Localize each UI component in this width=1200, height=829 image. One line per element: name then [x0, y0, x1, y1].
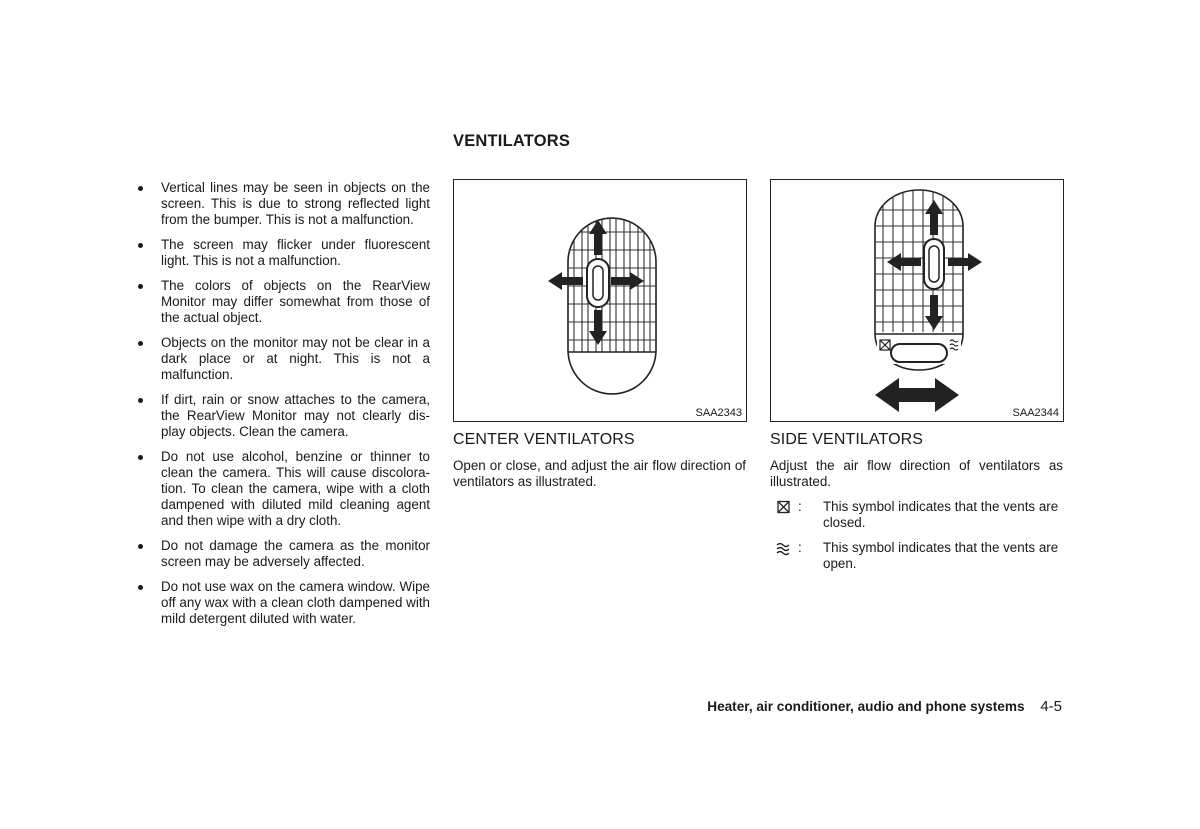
list-item — [136, 579, 430, 627]
vent-open-icon — [776, 541, 792, 556]
list-item — [136, 335, 430, 383]
center-ventilators-text: Open or close, and adjust the air flow direction of ventilators as illustrated. — [453, 458, 746, 489]
list-item — [136, 392, 430, 440]
center-ventilators-title: CENTER VENTILATORS — [453, 431, 635, 448]
bullet-icon — [138, 284, 143, 289]
section-heading: VENTILATORS — [453, 132, 571, 150]
center-ventilator-figure — [453, 179, 747, 422]
bullet-text: Objects on the monitor may not be clear in a dark place or at night. This is not a malfunction. — [161, 335, 430, 382]
left-column — [136, 180, 430, 636]
bullet-icon — [138, 341, 143, 346]
bullet-icon — [138, 243, 143, 248]
bullet-icon — [138, 585, 143, 590]
figure-code: SAA2343 — [695, 407, 742, 419]
bullet-text: Do not use alcohol, benzine or thinner to clean the camera. This will cause discolora-tion. To clean the camera, wipe with a cloth dampened with diluted mild cleaning agent and then wipe with a dry cloth. — [161, 449, 430, 528]
figure-code: SAA2344 — [1012, 407, 1059, 419]
bullet-icon — [138, 186, 143, 191]
side-ventilator-figure — [770, 179, 1064, 422]
symbol-colon: : — [798, 499, 802, 514]
vent-closed-icon — [776, 500, 792, 515]
side-ventilators-text: Adjust the air flow direction of ventilators as illustrated. — [770, 458, 1063, 489]
symbol-colon: : — [798, 540, 802, 555]
list-item — [136, 278, 430, 326]
footer-section-title: Heater, air conditioner, audio and phone systems — [707, 699, 1025, 714]
bullet-text: Do not damage the camera as the monitor screen may be adversely affected. — [161, 538, 430, 569]
bullet-text: Vertical lines may be seen in objects on the screen. This is due to strong reflected light from the bumper. This is not a malfunction. — [161, 180, 430, 227]
camera-notes-list — [136, 180, 430, 627]
bullet-text: The screen may flicker under fluorescent light. This is not a malfunction. — [161, 237, 430, 268]
page-footer — [707, 698, 1062, 715]
symbol-description: This symbol indicates that the vents are closed. — [823, 499, 1059, 530]
bullet-icon — [138, 455, 143, 460]
side-ventilators-title: SIDE VENTILATORS — [770, 431, 924, 448]
list-item — [136, 538, 430, 570]
bullet-text: Do not use wax on the camera window. Wipe off any wax with a clean cloth dampened with mild detergent diluted with water. — [161, 579, 430, 626]
page-number: 4-5 — [1040, 698, 1062, 715]
side-ventilator-illustration — [771, 180, 1063, 421]
bullet-icon — [138, 544, 143, 549]
bullet-text: The colors of objects on the RearView Monitor may differ somewhat from those of the actual object. — [161, 278, 430, 325]
center-ventilator-illustration — [454, 180, 746, 421]
bullet-text: If dirt, rain or snow attaches to the camera, the RearView Monitor may not clearly dis-play objects. Clean the camera. — [161, 392, 430, 439]
bullet-icon — [138, 398, 143, 403]
list-item — [136, 180, 430, 228]
list-item — [136, 449, 430, 529]
symbol-description: This symbol indicates that the vents are open. — [823, 540, 1059, 571]
list-item — [136, 237, 430, 269]
